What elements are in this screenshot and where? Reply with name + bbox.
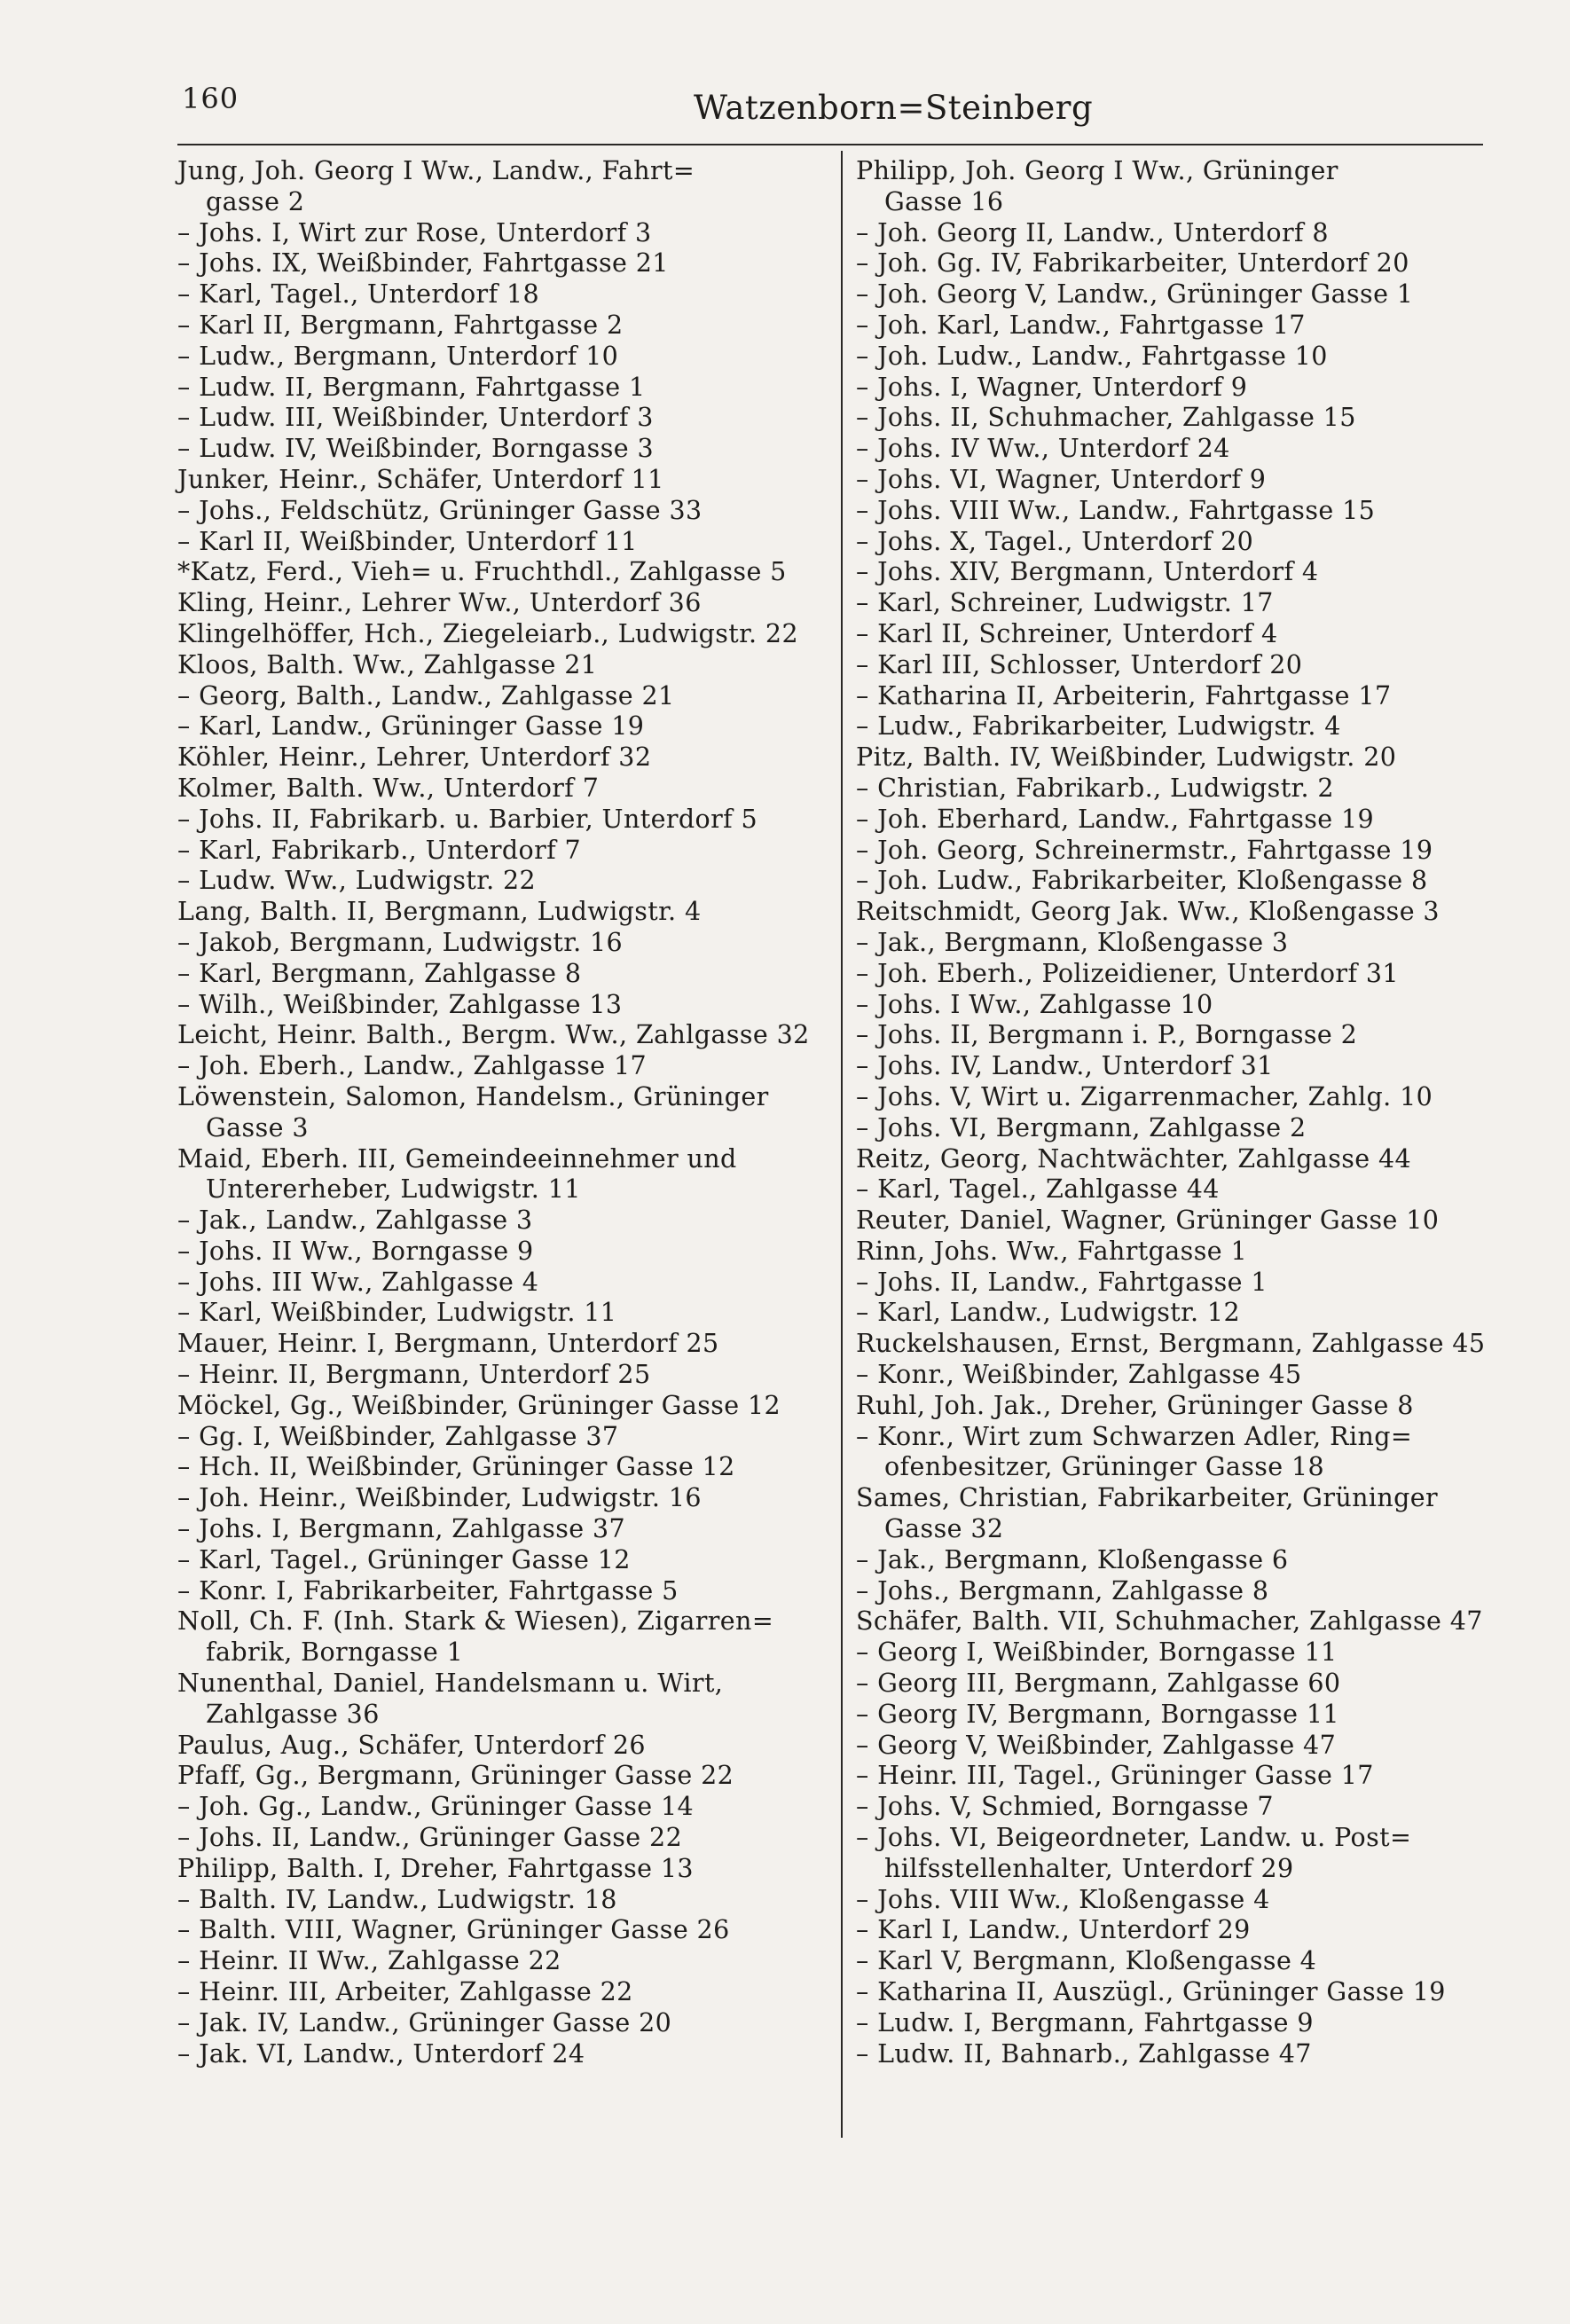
directory-entry: – Ludw. IV, Weißbinder, Borngasse 3 xyxy=(177,434,654,464)
directory-entry: – Karl, Landw., Ludwigstr. 12 xyxy=(856,1298,1240,1328)
directory-entry: – Karl II, Schreiner, Unterdorf 4 xyxy=(856,618,1278,648)
directory-entry: – Ludw. III, Weißbinder, Unterdorf 3 xyxy=(177,403,654,433)
directory-entry-continuation: gasse 2 xyxy=(206,186,305,216)
directory-entry-continuation: Gasse 3 xyxy=(206,1112,309,1142)
directory-entry: – Johs. I, Wagner, Unterdorf 9 xyxy=(856,372,1248,402)
directory-entry: – Joh. Eberh., Polizeidiener, Unterdorf 31 xyxy=(856,958,1399,988)
directory-entry: – Ludw. II, Bahnarb., Zahlgasse 47 xyxy=(856,2038,1312,2069)
directory-entry: – Konr., Weißbinder, Zahlgasse 45 xyxy=(856,1360,1302,1390)
directory-entry: – Johs. X, Tagel., Unterdorf 20 xyxy=(856,526,1254,556)
directory-entry: – Joh. Ludw., Fabrikarbeiter, Kloßengasse 8 xyxy=(856,866,1428,896)
directory-entry: – Joh. Gg. IV, Fabrikarbeiter, Unterdorf 20 xyxy=(856,248,1409,279)
directory-entry: Möckel, Gg., Weißbinder, Grüninger Gasse 12 xyxy=(177,1390,781,1420)
directory-entry: – Gg. I, Weißbinder, Zahlgasse 37 xyxy=(177,1421,619,1451)
directory-entry: – Karl, Bergmann, Zahlgasse 8 xyxy=(177,958,582,988)
directory-entry: – Johs. II, Fabrikarb. u. Barbier, Unterdorf 5 xyxy=(177,804,758,834)
directory-entry: – Jak., Bergmann, Kloßengasse 3 xyxy=(856,927,1289,957)
page-number: 160 xyxy=(182,82,239,115)
directory-entry: – Joh. Karl, Landw., Fahrtgasse 17 xyxy=(856,310,1306,340)
directory-entry: – Johs. II Ww., Borngasse 9 xyxy=(177,1236,534,1266)
directory-entry: Kolmer, Balth. Ww., Unterdorf 7 xyxy=(177,773,600,803)
directory-entry: *Katz, Ferd., Vieh= u. Fruchthdl., Zahlgasse 5 xyxy=(177,557,787,587)
directory-entry: – Karl III, Schlosser, Unterdorf 20 xyxy=(856,649,1303,679)
directory-entry: – Johs. IX, Weißbinder, Fahrtgasse 21 xyxy=(177,248,669,279)
directory-entry: – Wilh., Weißbinder, Zahlgasse 13 xyxy=(177,989,623,1019)
directory-entry: Pitz, Balth. IV, Weißbinder, Ludwigstr. 20 xyxy=(856,742,1397,773)
directory-entry: – Christian, Fabrikarb., Ludwigstr. 2 xyxy=(856,773,1334,803)
directory-entry: – Konr., Wirt zum Schwarzen Adler, Ring= xyxy=(856,1421,1413,1451)
directory-entry: – Ludw., Fabrikarbeiter, Ludwigstr. 4 xyxy=(856,711,1341,742)
directory-entry: – Johs. II, Landw., Fahrtgasse 1 xyxy=(856,1267,1268,1297)
directory-entry: – Joh. Eberh., Landw., Zahlgasse 17 xyxy=(177,1051,648,1081)
directory-entry: – Balth. IV, Landw., Ludwigstr. 18 xyxy=(177,1884,617,1914)
directory-entry: – Georg I, Weißbinder, Borngasse 11 xyxy=(856,1637,1338,1668)
directory-entry: – Jak., Bergmann, Kloßengasse 6 xyxy=(856,1544,1289,1574)
directory-entry: – Georg III, Bergmann, Zahlgasse 60 xyxy=(856,1668,1341,1699)
directory-entry: – Joh. Georg, Schreinermstr., Fahrtgasse 19 xyxy=(856,835,1433,865)
directory-entry: Pfaff, Gg., Bergmann, Grüninger Gasse 22 xyxy=(177,1761,734,1791)
directory-entry: – Johs. VI, Bergmann, Zahlgasse 2 xyxy=(856,1112,1307,1142)
directory-entry: – Georg IV, Bergmann, Borngasse 11 xyxy=(856,1699,1339,1729)
directory-entry: Ruckelshausen, Ernst, Bergmann, Zahlgasse 45 xyxy=(856,1329,1486,1359)
directory-entry: Leicht, Heinr. Balth., Bergm. Ww., Zahlgasse 32 xyxy=(177,1020,810,1050)
directory-entry: – Johs. III Ww., Zahlgasse 4 xyxy=(177,1267,539,1297)
directory-entry: – Karl, Landw., Grüninger Gasse 19 xyxy=(177,711,645,742)
directory-entry: Philipp, Joh. Georg I Ww., Grüninger xyxy=(856,156,1338,185)
directory-entry: – Heinr. III, Tagel., Grüninger Gasse 17 xyxy=(856,1761,1374,1791)
header-rule xyxy=(177,144,1483,145)
directory-entry: – Johs. VIII Ww., Kloßengasse 4 xyxy=(856,1884,1270,1914)
directory-entry-continuation: fabrik, Borngasse 1 xyxy=(206,1637,464,1668)
directory-entry: – Karl II, Bergmann, Fahrtgasse 2 xyxy=(177,310,624,340)
left-column xyxy=(177,156,829,2069)
directory-entry: – Joh. Gg., Landw., Grüninger Gasse 14 xyxy=(177,1792,695,1822)
directory-entry: – Karl I, Landw., Unterdorf 29 xyxy=(856,1915,1251,1945)
directory-entry: – Ludw. II, Bergmann, Fahrtgasse 1 xyxy=(177,372,646,402)
directory-entry: – Heinr. II Ww., Zahlgasse 22 xyxy=(177,1946,561,1976)
directory-entry-continuation: Gasse 32 xyxy=(884,1514,1004,1544)
directory-entry: – Ludw. Ww., Ludwigstr. 22 xyxy=(177,866,537,896)
directory-entry: – Jak. VI, Landw., Unterdorf 24 xyxy=(177,2038,585,2069)
directory-entry: Reuter, Daniel, Wagner, Grüninger Gasse 10 xyxy=(856,1205,1440,1236)
directory-entry: – Ludw. I, Bergmann, Fahrtgasse 9 xyxy=(856,2007,1314,2037)
directory-entry-continuation: Untererheber, Ludwigstr. 11 xyxy=(206,1174,581,1205)
directory-entry: – Johs. II, Schuhmacher, Zahlgasse 15 xyxy=(856,403,1356,433)
directory-entry: Kling, Heinr., Lehrer Ww., Unterdorf 36 xyxy=(177,588,702,618)
directory-entry: Sames, Christian, Fabrikarbeiter, Grüninger xyxy=(856,1483,1439,1513)
directory-entry: Nunenthal, Daniel, Handelsmann u. Wirt, xyxy=(177,1668,724,1699)
directory-entry: Mauer, Heinr. I, Bergmann, Unterdorf 25 xyxy=(177,1329,719,1359)
directory-entry: – Georg V, Weißbinder, Zahlgasse 47 xyxy=(856,1730,1337,1760)
directory-entry: – Konr. I, Fabrikarbeiter, Fahrtgasse 5 xyxy=(177,1575,679,1606)
directory-entry-continuation: Gasse 16 xyxy=(884,186,1004,216)
directory-entry: – Joh. Heinr., Weißbinder, Ludwigstr. 16 xyxy=(177,1483,702,1513)
running-title: Watzenborn=Steinberg xyxy=(694,89,1094,127)
directory-entry: Junker, Heinr., Schäfer, Unterdorf 11 xyxy=(177,464,664,494)
directory-entry: Jung, Joh. Georg I Ww., Landw., Fahrt= xyxy=(177,156,695,185)
directory-entry-continuation: ofenbesitzer, Grüninger Gasse 18 xyxy=(884,1452,1325,1482)
directory-entry: – Johs. I, Wirt zur Rose, Unterdorf 3 xyxy=(177,217,652,247)
directory-entry: – Johs., Feldschütz, Grüninger Gasse 33 xyxy=(177,495,703,525)
directory-entry: – Karl II, Weißbinder, Unterdorf 11 xyxy=(177,526,638,556)
directory-entry: Maid, Eberh. III, Gemeindeeinnehmer und xyxy=(177,1143,737,1174)
directory-entry: – Karl V, Bergmann, Kloßengasse 4 xyxy=(856,1946,1317,1976)
directory-entry: Schäfer, Balth. VII, Schuhmacher, Zahlgasse 47 xyxy=(856,1606,1483,1637)
directory-entry: – Johs. IV Ww., Unterdorf 24 xyxy=(856,434,1230,464)
directory-entry: – Heinr. II, Bergmann, Unterdorf 25 xyxy=(177,1360,651,1390)
directory-entry: – Karl, Weißbinder, Ludwigstr. 11 xyxy=(177,1298,617,1328)
directory-entry: – Heinr. III, Arbeiter, Zahlgasse 22 xyxy=(177,1977,633,2007)
directory-entry: – Johs. I Ww., Zahlgasse 10 xyxy=(856,989,1213,1019)
directory-entry: – Karl, Tagel., Unterdorf 18 xyxy=(177,279,540,310)
directory-entry: – Karl, Tagel., Grüninger Gasse 12 xyxy=(177,1544,631,1574)
directory-entry: – Karl, Fabrikarb., Unterdorf 7 xyxy=(177,835,582,865)
directory-entry: – Johs., Bergmann, Zahlgasse 8 xyxy=(856,1575,1269,1606)
directory-entry: – Johs. VI, Beigeordneter, Landw. u. Post= xyxy=(856,1823,1412,1853)
right-column xyxy=(856,156,1486,2069)
directory-entry: – Hch. II, Weißbinder, Grüninger Gasse 12 xyxy=(177,1452,735,1482)
directory-entry: – Johs. II, Landw., Grüninger Gasse 22 xyxy=(177,1823,683,1853)
directory-entry-continuation: hilfsstellenhalter, Unterdorf 29 xyxy=(884,1853,1294,1883)
directory-entry: – Georg, Balth., Landw., Zahlgasse 21 xyxy=(177,680,675,711)
directory-entry: – Katharina II, Auszügl., Grüninger Gasse 19 xyxy=(856,1977,1446,2007)
directory-entry: – Jak. IV, Landw., Grüninger Gasse 20 xyxy=(177,2007,672,2037)
directory-entry: – Johs. VI, Wagner, Unterdorf 9 xyxy=(856,464,1267,494)
directory-entry: Reitschmidt, Georg Jak. Ww., Kloßengasse 3 xyxy=(856,897,1440,927)
directory-entry: – Johs. II, Bergmann i. P., Borngasse 2 xyxy=(856,1020,1358,1050)
directory-entry: Lang, Balth. II, Bergmann, Ludwigstr. 4 xyxy=(177,897,702,927)
directory-entry: – Johs. V, Schmied, Borngasse 7 xyxy=(856,1792,1274,1822)
directory-entry: Köhler, Heinr., Lehrer, Unterdorf 32 xyxy=(177,742,652,773)
directory-entry: – Balth. VIII, Wagner, Grüninger Gasse 26 xyxy=(177,1915,730,1945)
directory-entry-continuation: Zahlgasse 36 xyxy=(206,1699,380,1729)
directory-entry: Philipp, Balth. I, Dreher, Fahrtgasse 13 xyxy=(177,1853,694,1883)
directory-entry: – Katharina II, Arbeiterin, Fahrtgasse 17 xyxy=(856,680,1392,711)
directory-entry: Klingelhöffer, Hch., Ziegeleiarb., Ludwigstr. 22 xyxy=(177,618,798,648)
directory-entry: – Jak., Landw., Zahlgasse 3 xyxy=(177,1205,533,1236)
directory-entry: – Karl, Tagel., Zahlgasse 44 xyxy=(856,1174,1220,1205)
directory-entry: – Joh. Georg II, Landw., Unterdorf 8 xyxy=(856,217,1329,247)
directory-entry: – Joh. Georg V, Landw., Grüninger Gasse 1 xyxy=(856,279,1414,310)
directory-entry: – Joh. Eberhard, Landw., Fahrtgasse 19 xyxy=(856,804,1375,834)
directory-entry: – Johs. XIV, Bergmann, Unterdorf 4 xyxy=(856,557,1319,587)
directory-entry: – Johs. IV, Landw., Unterdorf 31 xyxy=(856,1051,1274,1081)
directory-entry: Paulus, Aug., Schäfer, Unterdorf 26 xyxy=(177,1730,646,1760)
directory-entry: – Johs. VIII Ww., Landw., Fahrtgasse 15 xyxy=(856,495,1376,525)
directory-entry: – Johs. V, Wirt u. Zigarrenmacher, Zahlg. 10 xyxy=(856,1081,1433,1111)
directory-entry: Noll, Ch. F. (Inh. Stark & Wiesen), Zigarren= xyxy=(177,1606,774,1637)
directory-entry: – Ludw., Bergmann, Unterdorf 10 xyxy=(177,341,619,371)
directory-entry: Reitz, Georg, Nachtwächter, Zahlgasse 44 xyxy=(856,1143,1412,1174)
directory-entry: – Karl, Schreiner, Ludwigstr. 17 xyxy=(856,588,1274,618)
directory-entry: – Jakob, Bergmann, Ludwigstr. 16 xyxy=(177,927,624,957)
column-divider xyxy=(841,151,843,2138)
directory-entry: Kloos, Balth. Ww., Zahlgasse 21 xyxy=(177,649,598,679)
directory-entry: Ruhl, Joh. Jak., Dreher, Grüninger Gasse 8 xyxy=(856,1390,1414,1420)
directory-entry: Löwenstein, Salomon, Handelsm., Grüninger xyxy=(177,1081,769,1111)
directory-entry: Rinn, Johs. Ww., Fahrtgasse 1 xyxy=(856,1236,1247,1266)
directory-entry: – Joh. Ludw., Landw., Fahrtgasse 10 xyxy=(856,341,1328,371)
directory-entry: – Johs. I, Bergmann, Zahlgasse 37 xyxy=(177,1514,626,1544)
